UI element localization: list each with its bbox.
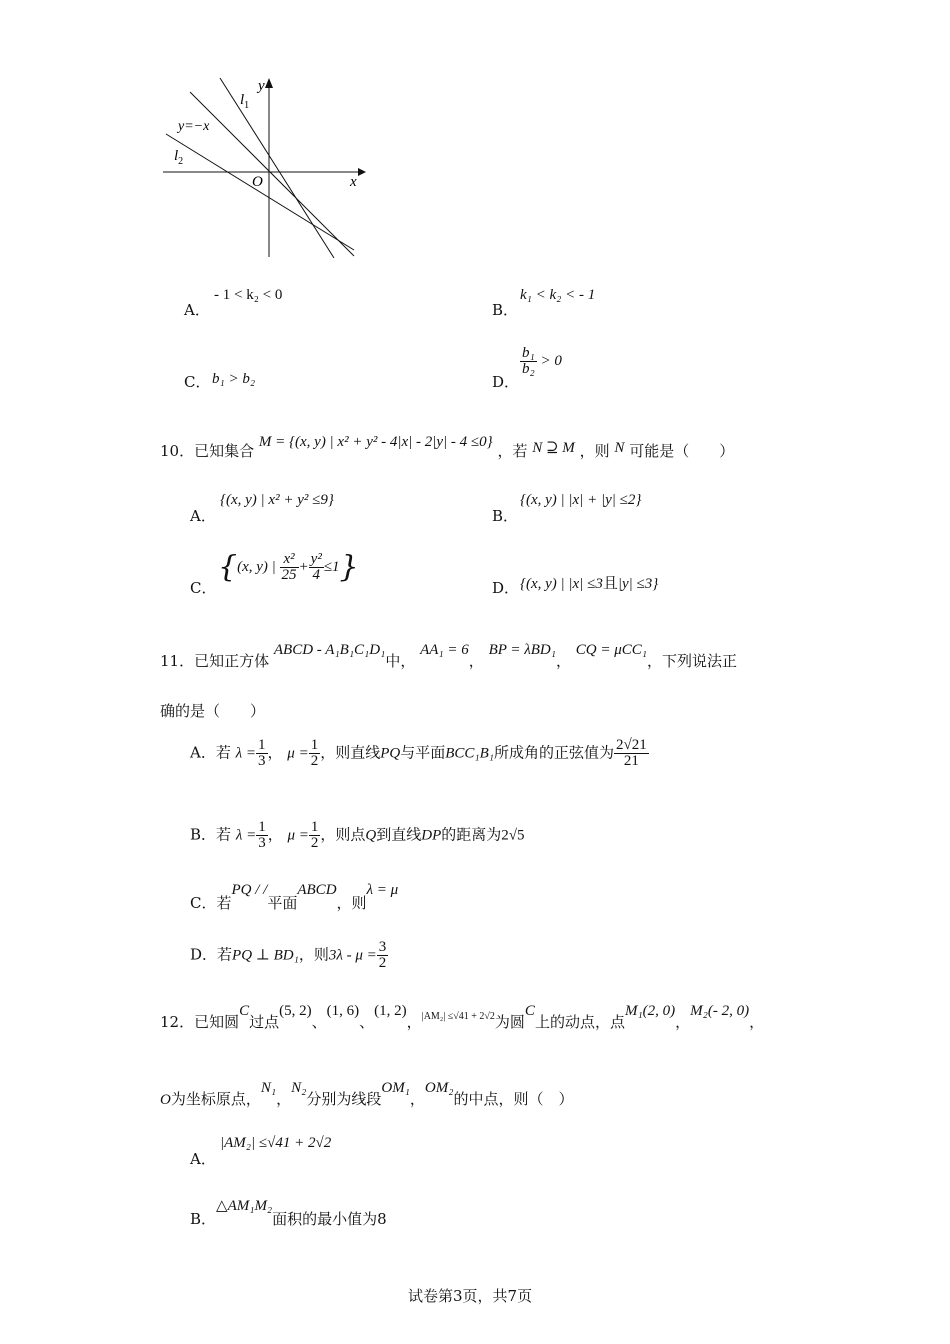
q12-l2-t2: 分别为线段 xyxy=(306,1090,382,1108)
q12-m2: M₂(- 2, 0) xyxy=(690,1003,750,1019)
q11-option-a[interactable]: A．若 λ = $\frac{1}{3}$ ， μ = $\frac{1}{2}$ ，则直线PQ与平面BCC₁B₁所成角的正弦值为 $\frac{2√21}{21}$ xyxy=(190,737,647,769)
q12-l2-t3: 的中点，则（ ） xyxy=(453,1090,574,1108)
q10-option-c[interactable] xyxy=(218,549,359,585)
q12-stem: 12．已知圆C过点(5, 2)、(1, 6)、(1, 2)，$^{|AM_2| \le√41 + 2√2}$为圆C上的动点，点M₁(2, 0)，M₂(- 2, 0)， xyxy=(160,1003,765,1031)
q12-stem-line2: O为坐标原点，N₁，N₂分别为线段OM₁，OM₂的中点，则（ ） xyxy=(160,1080,574,1108)
q11-d-t1: ，则 xyxy=(298,945,329,964)
q11-c-value: λ = μ xyxy=(366,882,399,898)
q9-option-a[interactable]: - 1 < k₂ < 0 xyxy=(214,287,283,303)
q11-b-t2: 到直线 xyxy=(376,825,422,844)
q10-c-den2: 4 xyxy=(312,567,320,583)
q9-d-rest: > 0 xyxy=(540,352,562,369)
q11-b-q: Q xyxy=(365,827,377,844)
q11-zhong: 中， xyxy=(385,652,416,670)
q12-t1: 过点 xyxy=(249,1013,280,1031)
q10-option-a-label[interactable]: A． xyxy=(190,507,216,525)
q11-b-md: 2 xyxy=(310,835,319,851)
line-l1 xyxy=(220,78,334,258)
q9-d-numerator: b₁ xyxy=(522,345,535,361)
q11-a-mu: μ = xyxy=(287,745,309,762)
q11-d-label: D． xyxy=(190,945,218,964)
q11-a-plane: BCC₁B₁ xyxy=(445,745,494,762)
q12-option-b[interactable] xyxy=(190,1196,387,1228)
q10-c-num2: y² xyxy=(310,551,322,567)
line-y-neg-x xyxy=(190,92,354,256)
q11-a-vd: 21 xyxy=(623,753,639,769)
q12-l2-t1: 为坐标原点， xyxy=(170,1090,261,1108)
q11-d-pq: PQ ⊥ BD₁ xyxy=(232,947,299,964)
q11-b-value: 2√5 xyxy=(501,827,525,844)
q12-sep1: 、 xyxy=(311,1013,327,1031)
line-graph-figure xyxy=(158,72,368,262)
y-axis-arrow xyxy=(265,78,273,88)
q11-b-dp: DP xyxy=(421,827,442,844)
q10-mid: ，若 xyxy=(497,442,528,460)
q11-d-ruo: 若 xyxy=(217,945,233,964)
q12-number: 12． xyxy=(160,1013,195,1031)
q11-number: 11． xyxy=(160,652,195,670)
q10-option-d-label[interactable]: D． xyxy=(492,579,520,597)
q11-option-d[interactable] xyxy=(190,940,388,971)
q10-d-post: |y| ≤3} xyxy=(617,576,659,592)
q11-a-ruo: 若 xyxy=(215,743,231,762)
q10-relation: N ⊇ M xyxy=(532,440,575,456)
q9-option-b[interactable]: k₁ < k₂ < - 1 xyxy=(520,287,596,303)
y-axis-label: y xyxy=(258,78,265,94)
q12-t4: 上的动点，点 xyxy=(534,1013,625,1031)
q10-c-right-brace: } xyxy=(339,549,359,585)
q10-option-b-label[interactable]: B． xyxy=(492,507,519,525)
q12-p3: (1, 2) xyxy=(374,1003,407,1019)
q11-b-label: B． xyxy=(190,825,217,844)
x-axis-arrow xyxy=(358,168,366,176)
q12-om1: OM₁ xyxy=(381,1080,410,1096)
q11-d-vd: 2 xyxy=(378,955,387,971)
q11-c-t1: 平面 xyxy=(267,894,298,912)
q12-n1: N₁ xyxy=(260,1080,277,1096)
q10-option-b[interactable]: {(x, y) | |x| + |y| ≤2} xyxy=(520,492,642,508)
q12-b-label: B． xyxy=(190,1210,217,1228)
q11-option-b[interactable]: B．若 λ = $\frac{1}{3}$ ， μ = $\frac{1}{2}$ ，则点Q到直线DP的距离为2√5 xyxy=(190,819,525,851)
q10-number: 10． xyxy=(160,442,195,460)
q10-tail: ，则 xyxy=(579,442,610,460)
q11-lead: 已知正方体 xyxy=(194,652,270,670)
q12-m1: M₁(2, 0) xyxy=(624,1003,676,1019)
q11-b-ruo: 若 xyxy=(216,825,232,844)
q11-c-label: C． xyxy=(190,894,217,912)
q11-b-ld: 3 xyxy=(258,835,266,851)
x-axis-label: x xyxy=(350,174,357,190)
l2-label: $l_2$ xyxy=(174,148,184,167)
q11-cond3: CQ = μCC₁ xyxy=(575,642,647,658)
q9-option-c[interactable]: b₁ > b₂ xyxy=(212,371,256,387)
q11-cond2: BP = λBD₁ xyxy=(488,642,556,658)
q11-tail: ，下列说法正 xyxy=(646,652,737,670)
q12-t3: 为圆 xyxy=(494,1013,525,1031)
q12-b-triangle: △AM₁M₂ xyxy=(216,1198,273,1214)
q10-option-a[interactable]: {(x, y) | x² + y² ≤9} xyxy=(220,492,334,508)
q12-sep2: 、 xyxy=(359,1013,375,1031)
q10-c-num1: x² xyxy=(280,552,299,568)
q11-c-abcd: ABCD xyxy=(297,882,337,898)
q10-n: N xyxy=(614,440,625,456)
q11-cube: ABCD - A₁B₁C₁D₁ xyxy=(273,642,386,658)
q10-c-pre: (x, y) | xyxy=(237,558,276,575)
q11-a-t3: 所成角的正弦值为 xyxy=(494,743,615,762)
q11-stem: 11．已知正方体 ABCD - A₁B₁C₁D₁中， AA₁ = 6， BP = λBD₁， CQ = μCC₁，下列说法正 xyxy=(160,642,737,670)
q11-a-md: 2 xyxy=(310,753,319,769)
q11-a-ld: 3 xyxy=(258,753,266,769)
q12-om2: OM₂ xyxy=(424,1080,454,1096)
q10-c-left-brace: { xyxy=(218,549,238,585)
q10-c-den1: 25 xyxy=(281,567,297,583)
origin-label: O xyxy=(252,174,263,190)
yx-label: y=−x xyxy=(178,119,210,134)
q11-b-mu: μ = xyxy=(287,827,309,844)
q12-o: O xyxy=(160,1092,171,1108)
q11-a-lambda: λ = xyxy=(235,745,257,762)
q11-a-mn: 1 xyxy=(310,737,319,753)
q11-b-ln: 1 xyxy=(258,819,266,835)
q11-a-t2: 与平面 xyxy=(400,743,446,762)
q11-c-pq: PQ / / xyxy=(231,882,268,898)
q12-p2: (1, 6) xyxy=(326,1003,360,1019)
q9-option-d-label[interactable]: D． xyxy=(492,373,520,391)
q11-stem-line2: 确的是（ ） xyxy=(160,702,266,720)
q10-c-plus: + xyxy=(298,558,309,575)
q10-set-m: M = {(x, y) | x² + y² - 4|x| - 2|y| - 4 ≤0} xyxy=(258,434,493,450)
q9-option-d[interactable] xyxy=(520,346,562,377)
q11-a-ln: 1 xyxy=(258,737,266,753)
q10-stem xyxy=(160,434,735,461)
q11-b-mn: 1 xyxy=(310,819,319,835)
q9-option-a-label[interactable]: A． xyxy=(184,301,210,319)
q11-a-pq: PQ xyxy=(380,745,401,762)
q11-b-t1: ，则点 xyxy=(320,825,366,844)
line-l2 xyxy=(166,134,354,250)
q11-a-t1: ，则直线 xyxy=(320,743,381,762)
q12-c: C xyxy=(239,1003,250,1019)
q10-c-post: ≤1 xyxy=(323,558,340,575)
q11-c-ruo: 若 xyxy=(216,894,232,912)
q12-c2: C xyxy=(524,1003,535,1019)
q9-option-c-label[interactable]: C． xyxy=(184,373,211,391)
q12-lead: 已知圆 xyxy=(194,1013,240,1031)
q11-d-vn: 3 xyxy=(378,939,387,955)
q10-end: 可能是（ ） xyxy=(629,442,735,460)
q12-option-a-label[interactable]: A． xyxy=(190,1150,216,1168)
page-footer: 试卷第3页，共7页 xyxy=(408,1287,533,1305)
q11-c-t2: ，则 xyxy=(336,894,367,912)
q12-n2: N₂ xyxy=(291,1080,307,1096)
q10-d-pre: {(x, y) | |x| ≤3 xyxy=(520,576,603,592)
q11-a-label: A． xyxy=(190,743,216,762)
l1-label: $l_1$ xyxy=(240,92,250,111)
q11-b-t3: 的距离为 xyxy=(441,825,502,844)
q10-lead: 已知集合 xyxy=(194,442,255,460)
q9-d-denominator: b₂ xyxy=(522,361,535,377)
q12-a: |AM₂| ≤√41 + 2√2 xyxy=(421,1011,495,1022)
q11-d-value: 3λ - μ = xyxy=(328,947,377,964)
q10-d-and: 且 xyxy=(602,576,618,592)
q12-option-a[interactable]: |AM₂| ≤√41 + 2√2 xyxy=(220,1135,332,1151)
q10-option-c-label[interactable]: C． xyxy=(190,579,217,597)
q11-option-c[interactable] xyxy=(190,880,399,912)
q10-option-d[interactable] xyxy=(520,575,658,593)
q11-a-vn: 2√21 xyxy=(616,737,647,753)
q12-p1: (5, 2) xyxy=(279,1003,312,1019)
q12-t2: ， xyxy=(406,1013,422,1031)
q11-cond1: AA₁ = 6 xyxy=(420,642,469,658)
q9-option-b-label[interactable]: B． xyxy=(492,301,519,319)
q12-b-text: 面积的最小值为8 xyxy=(272,1210,387,1228)
q11-b-lambda: λ = xyxy=(235,827,257,844)
